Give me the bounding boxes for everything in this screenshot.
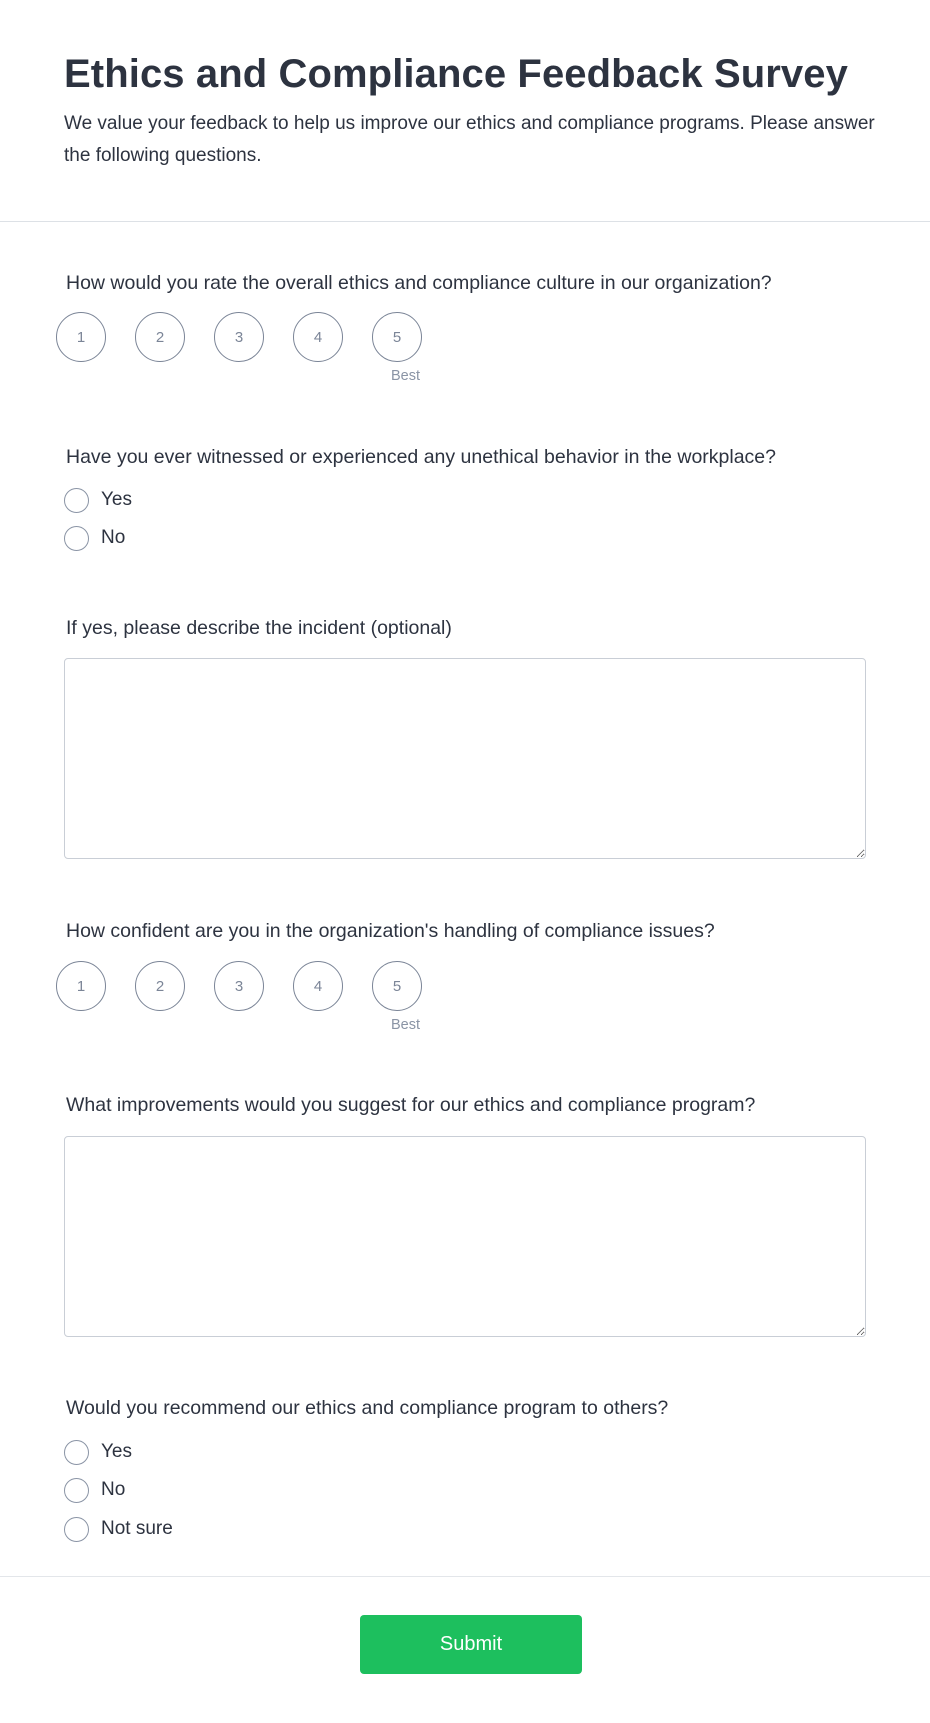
incident-description-textarea[interactable] [64,658,866,859]
rating-scale-2 [56,961,436,1041]
best-label: Best [391,1017,421,1033]
rating-option-2[interactable]: 2 [135,312,185,362]
radio-label: Yes [101,489,132,510]
rating-option-3[interactable]: 3 [214,961,264,1011]
radio-label: Not sure [101,1518,173,1539]
rating-option-4[interactable]: 4 [293,312,343,362]
question-5-label: What improvements would you suggest for our ethics and compliance program? [66,1094,756,1116]
radio-option-yes[interactable] [64,487,132,513]
question-1-label: How would you rate the overall ethics and compliance culture in our organization? [66,272,772,294]
radio-button[interactable] [64,526,89,551]
rating-option-4[interactable]: 4 [293,961,343,1011]
footer-divider [0,1576,930,1577]
question-3-label: If yes, please describe the incident (optional) [66,617,452,639]
radio-option-no[interactable] [64,1477,125,1503]
best-label: Best [391,368,421,384]
rating-option-1[interactable]: 1 [56,312,106,362]
submit-button[interactable]: Submit [360,1615,582,1674]
question-6-label: Would you recommend our ethics and compliance program to others? [66,1397,669,1419]
rating-option-1[interactable]: 1 [56,961,106,1011]
radio-label: No [101,1479,126,1500]
radio-option-not-sure[interactable] [64,1516,173,1542]
question-4-label: How confident are you in the organization's handling of compliance issues? [66,920,715,942]
radio-label: No [101,527,126,548]
survey-header [0,0,930,222]
page-subtitle: We value your feedback to help us improve our ethics and compliance programs. Please answer the following questions. [64,113,875,166]
question-2-label: Have you ever witnessed or experienced any unethical behavior in the workplace? [66,446,776,468]
rating-option-2[interactable]: 2 [135,961,185,1011]
improvements-textarea[interactable] [64,1136,866,1337]
radio-button[interactable] [64,1517,89,1542]
radio-button[interactable] [64,1440,89,1465]
radio-button[interactable] [64,1478,89,1503]
rating-option-5[interactable]: 5 [372,961,422,1011]
radio-label: Yes [101,1441,132,1462]
rating-scale-1 [56,312,436,392]
radio-option-no[interactable] [64,525,125,551]
rating-option-3[interactable]: 3 [214,312,264,362]
radio-button[interactable] [64,488,89,513]
radio-option-yes[interactable] [64,1439,132,1465]
rating-option-5[interactable]: 5 [372,312,422,362]
page-title: Ethics and Compliance Feedback Survey [64,52,848,96]
